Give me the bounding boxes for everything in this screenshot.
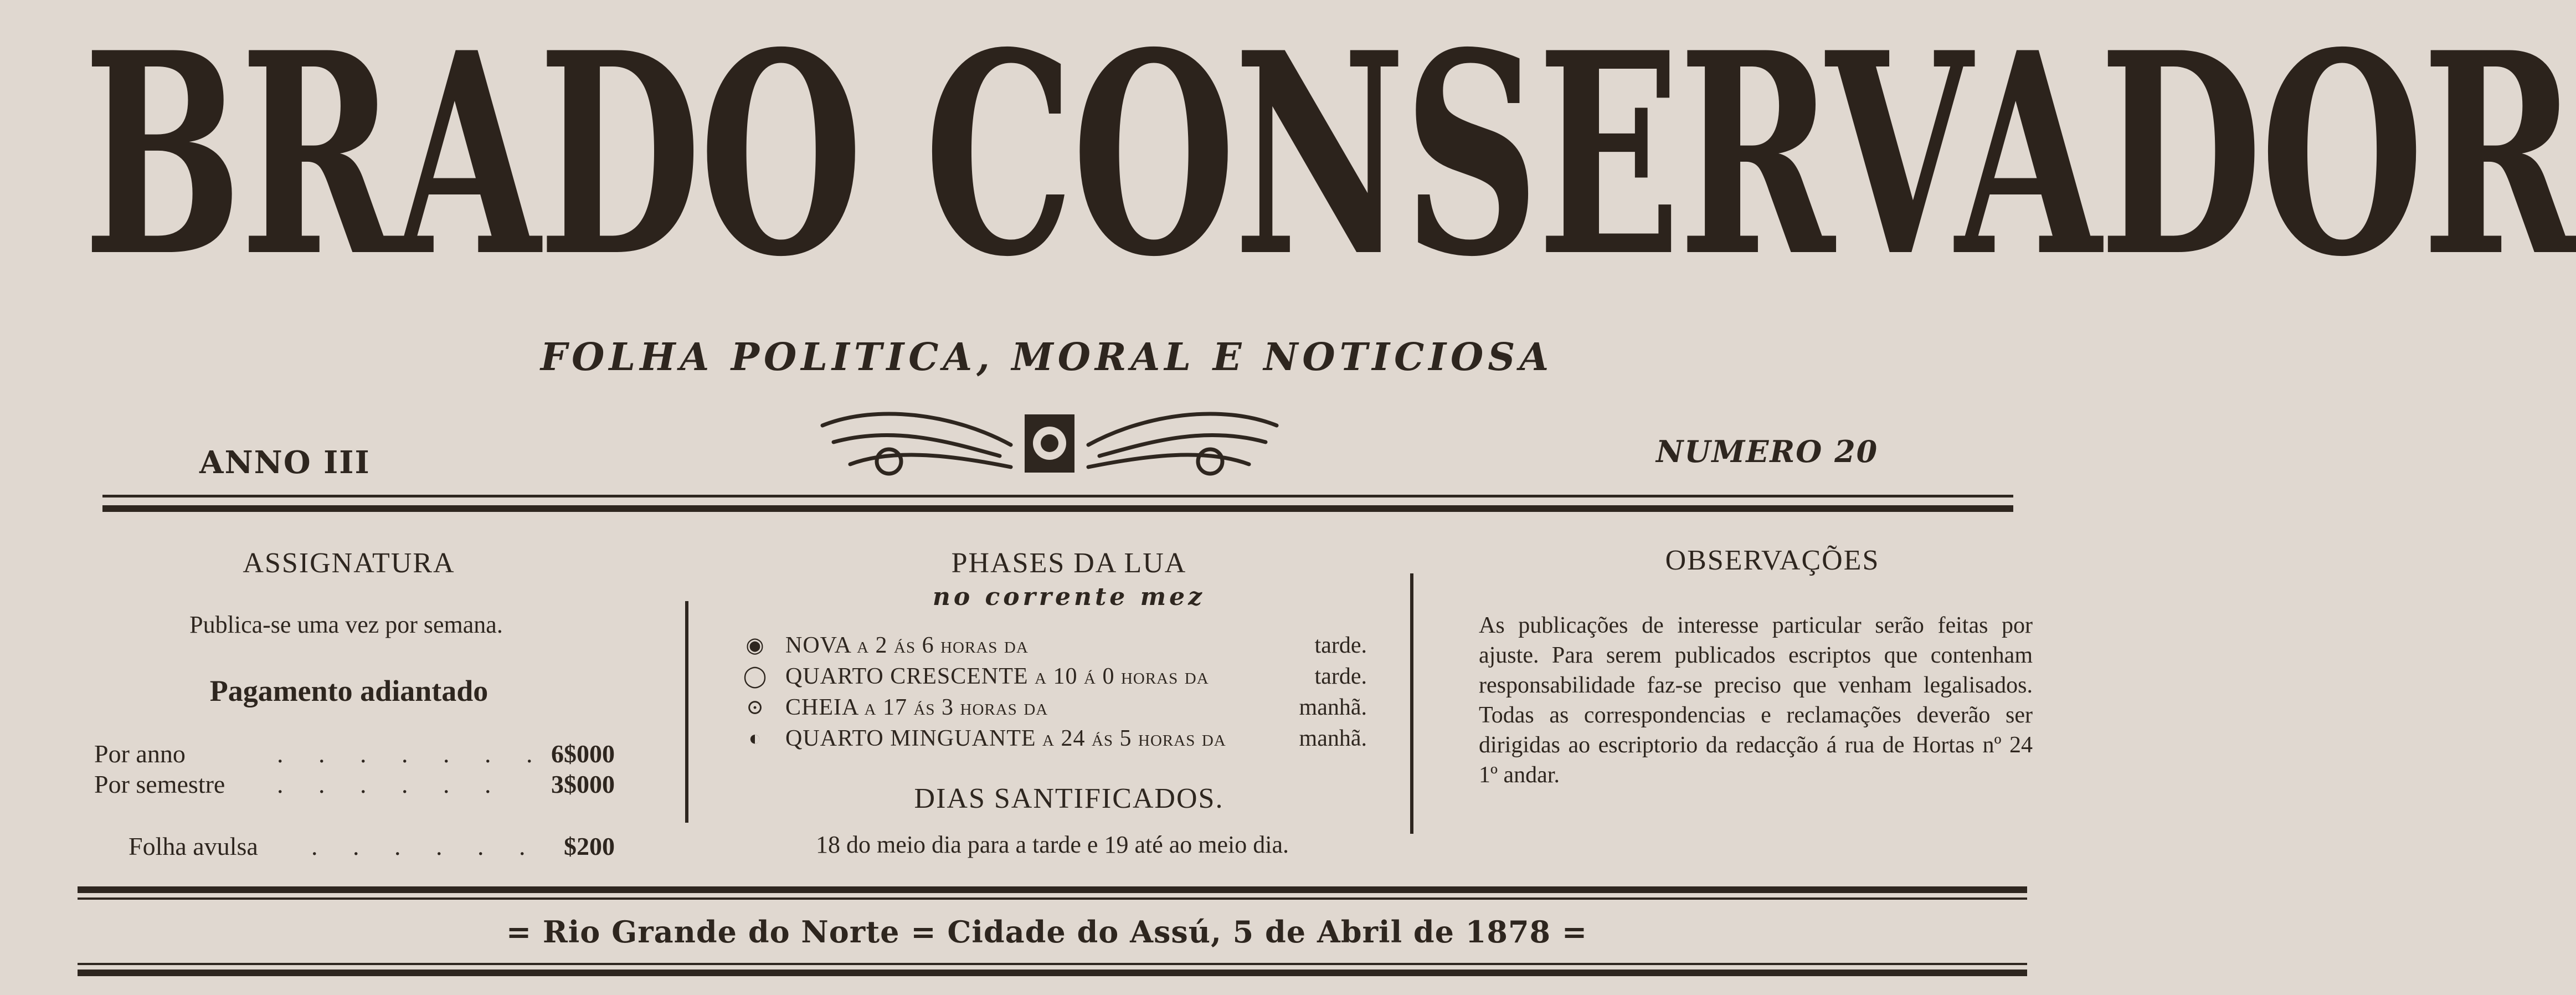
price-dots: . . . . . . (277, 770, 506, 798)
price-row (94, 769, 615, 800)
moon-phase-row (741, 692, 1367, 723)
issue-number-label: NUMERO 20 (1656, 434, 1879, 469)
moon-phase-text: NOVA a 2 ás 6 horas da (785, 633, 1029, 658)
price-value: 3$000 (551, 770, 615, 798)
holy-days-title: DIAS SANTIFICADOS. (914, 783, 1224, 814)
column-divider-left (685, 601, 688, 823)
year-label: ANNO III (199, 444, 371, 481)
moon-phase-row (741, 630, 1367, 661)
price-label: Por anno (94, 740, 186, 768)
moon-phase-period: tarde. (1314, 664, 1367, 689)
top-rule-thin (102, 495, 2013, 498)
full-moon-icon: ⊙ (746, 696, 764, 719)
assignatura-note: Publica-se uma vez por semana. (189, 611, 503, 638)
moon-phases-title: PHASES DA LUA (951, 547, 1187, 579)
first-quarter-moon-icon: ◯ (743, 665, 767, 688)
price-dots: . . . . . . . (277, 740, 547, 768)
moon-phases-subtitle: no corrente mez (932, 583, 1206, 611)
moon-phase-row (741, 661, 1367, 692)
moon-phase-period: manhã. (1299, 695, 1367, 720)
moon-phase-text: QUARTO MINGUANTE a 24 ás 5 horas da (785, 726, 1226, 751)
new-moon-icon: ◉ (745, 634, 764, 657)
top-rule-thick (102, 505, 2013, 512)
observations-text: As publicações de interesse particular serão feitas por ajuste. Para serem publicados escriptos que contenham responsabilidade faz-se preciso que venham legalisados. Todas as correspondencias e reclamações deverão ser dirigidas ao escriptorio da redacção á rua de Hortas nº 24 1º andar. (1479, 613, 2033, 788)
moon-phase-period: manhã. (1299, 726, 1367, 751)
column-divider-right (1410, 573, 1413, 834)
moon-phase-text: QUARTO CRESCENTE a 10 á 0 horas da (785, 664, 1209, 689)
price-dots: . . . . . . (311, 832, 540, 860)
price-value: 6$000 (551, 740, 615, 768)
bottom-rule-upper (78, 886, 2027, 893)
price-value: $200 (564, 832, 615, 860)
ornament-flourish (811, 403, 1288, 484)
holy-days-text: 18 do meio dia para a tarde e 19 até ao meio dia. (816, 831, 1289, 858)
moon-phase-text: CHEIA a 17 ás 3 horas da (785, 695, 1048, 720)
moon-phase-period: tarde. (1314, 633, 1367, 658)
last-quarter-moon-icon: ◐ (748, 727, 762, 750)
dateline: = Rio Grande do Norte = Cidade do Assú, 5 de Abril de 1878 = (506, 914, 1588, 950)
bottom-rule-lower-thin (78, 963, 2027, 965)
bottom-rule-lower (78, 970, 2027, 976)
price-row (94, 738, 615, 770)
masthead-subtitle: FOLHA POLITICA, MORAL E NOTICIOSA (540, 335, 1554, 379)
payment-terms: Pagamento adiantado (209, 674, 489, 707)
price-row (128, 831, 615, 862)
price-label: Folha avulsa (128, 832, 258, 860)
bottom-rule-upper-thin (78, 897, 2027, 900)
assignatura-title: ASSIGNATURA (243, 547, 455, 579)
observations-title: OBSERVAÇÕES (1665, 545, 1880, 576)
moon-phase-row (741, 723, 1367, 754)
masthead-title: BRADO CONSERVADOR (83, 0, 2576, 317)
price-label: Por semestre (94, 770, 225, 798)
